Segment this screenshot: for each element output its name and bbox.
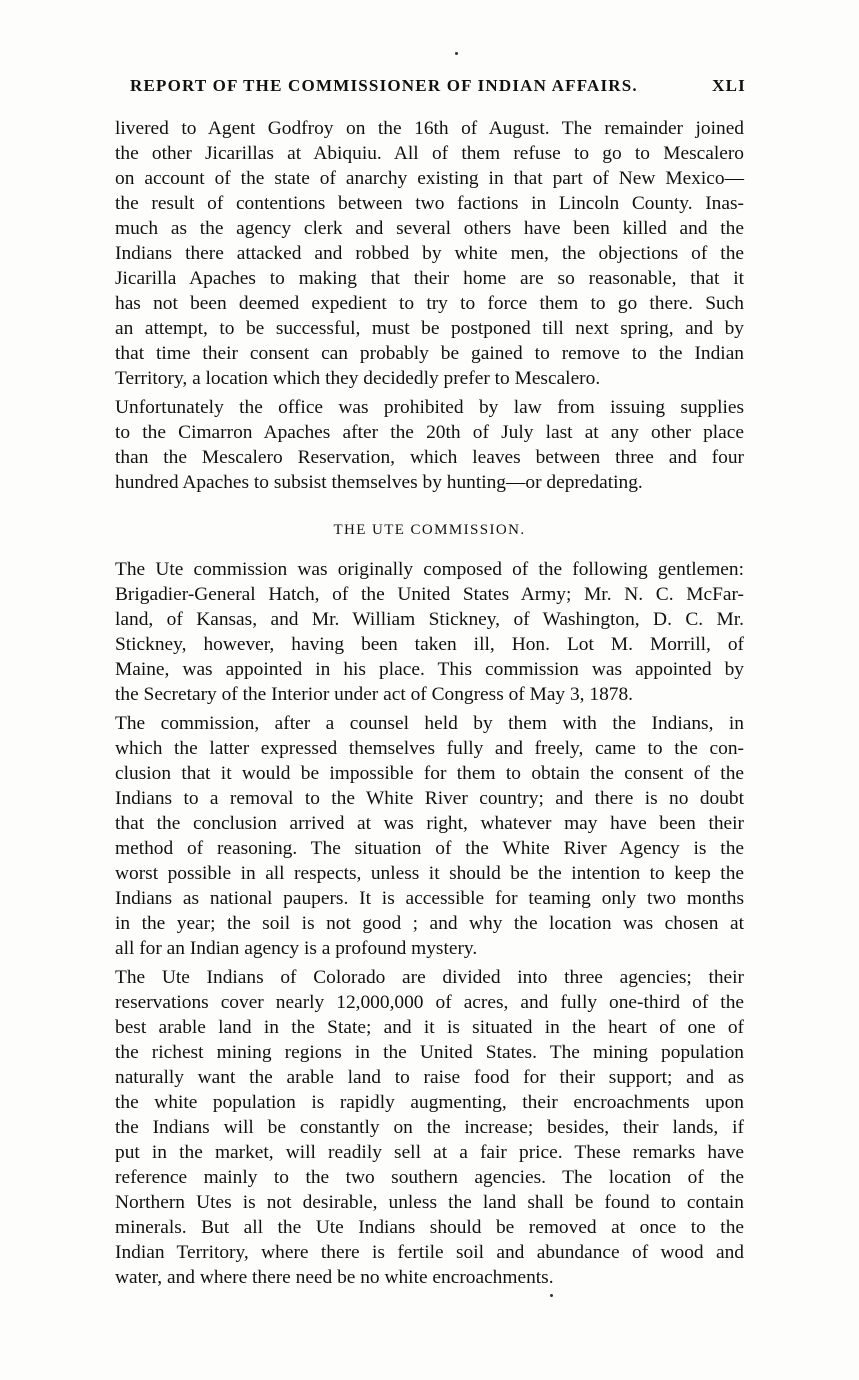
text-line: which the latter expressed themselves fully and freely, came to the con-	[115, 738, 744, 759]
text-line: worst possible in all respects, unless it should be the intention to keep the	[115, 863, 744, 884]
text-line: on account of the state of anarchy existing in that part of New Mexico—	[115, 168, 744, 189]
text-line: put in the market, will readily sell at a fair price. These remarks have	[115, 1142, 744, 1163]
text-line: clusion that it would be impossible for them to obtain the consent of the	[115, 763, 744, 784]
text-line: the Indians will be constantly on the increase; besides, their lands, if	[115, 1117, 744, 1138]
paragraph	[115, 116, 744, 391]
page-body	[115, 116, 744, 1290]
text-line: to the Cimarron Apaches after the 20th of July last at any other place	[115, 422, 744, 443]
text-line: Indians to a removal to the White River country; and there is no doubt	[115, 788, 744, 809]
text-line: the result of contentions between two factions in Lincoln County. Inas-	[115, 193, 744, 214]
text-line: best arable land in the State; and it is situated in the heart of one of	[115, 1017, 744, 1038]
text-line: all for an Indian agency is a profound mystery.	[115, 938, 478, 959]
text-line: Jicarilla Apaches to making that their home are so reasonable, that it	[115, 268, 744, 289]
text-line: naturally want the arable land to raise food for their support; and as	[115, 1067, 744, 1088]
text-line: in the year; the soil is not good ; and why the location was chosen at	[115, 913, 744, 934]
header-title: REPORT OF THE COMMISSIONER OF INDIAN AFFAIRS.	[130, 76, 638, 95]
text-line: has not been deemed expedient to try to force them to go there. Such	[115, 293, 744, 314]
text-line: land, of Kansas, and Mr. William Stickney, of Washington, D. C. Mr.	[115, 609, 744, 630]
text-line: water, and where there need be no white encroachments.	[115, 1267, 554, 1288]
text-line: reference mainly to the two southern agencies. The location of the	[115, 1167, 744, 1188]
section-heading: THE UTE COMMISSION.	[333, 522, 526, 538]
text-line: Unfortunately the office was prohibited by law from issuing supplies	[115, 397, 744, 418]
text-line: Territory, a location which they decidedly prefer to Mescalero.	[115, 368, 601, 389]
text-line: Maine, was appointed in his place. This commission was appointed by	[115, 659, 744, 680]
paragraph	[115, 711, 744, 961]
text-line: method of reasoning. The situation of the White River Agency is the	[115, 838, 744, 859]
text-line: reservations cover nearly 12,000,000 of acres, and fully one-third of the	[115, 992, 744, 1013]
text-line: an attempt, to be successful, must be postponed till next spring, and by	[115, 318, 744, 339]
paragraph	[115, 395, 744, 495]
text-line: livered to Agent Godfroy on the 16th of August. The remainder joined	[115, 118, 744, 139]
paragraph	[115, 557, 744, 707]
text-line: Indian Territory, where there is fertile soil and abundance of wood and	[115, 1242, 744, 1263]
text-line: The Ute Indians of Colorado are divided into three agencies; their	[115, 967, 744, 988]
text-line: the Secretary of the Interior under act of Congress of May 3, 1878.	[115, 684, 633, 705]
text-line: The commission, after a counsel held by them with the Indians, in	[115, 713, 744, 734]
text-line: Indians there attacked and robbed by white men, the objections of the	[115, 243, 744, 264]
text-line: Northern Utes is not desirable, unless the land shall be found to contain	[115, 1192, 744, 1213]
paragraph	[115, 965, 744, 1290]
text-line: the white population is rapidly augmenting, their encroachments upon	[115, 1092, 744, 1113]
print-speck	[455, 52, 458, 55]
text-line: minerals. But all the Ute Indians should be removed at once to the	[115, 1217, 744, 1238]
text-line: Indians as national paupers. It is accessible for teaming only two months	[115, 888, 744, 909]
print-speck	[550, 1294, 553, 1297]
running-header	[118, 76, 746, 102]
text-line: the other Jicarillas at Abiquiu. All of them refuse to go to Mescalero	[115, 143, 744, 164]
text-line: the richest mining regions in the United States. The mining population	[115, 1042, 744, 1063]
text-line: much as the agency clerk and several others have been killed and the	[115, 218, 744, 239]
text-line: that the conclusion arrived at was right, whatever may have been their	[115, 813, 744, 834]
text-line: Stickney, however, having been taken ill, Hon. Lot M. Morrill, of	[115, 634, 744, 655]
text-line: than the Mescalero Reservation, which leaves between three and four	[115, 447, 744, 468]
text-line: hundred Apaches to subsist themselves by hunting—or depredating.	[115, 472, 643, 493]
page-number: XLI	[712, 76, 746, 95]
text-line: that time their consent can probably be gained to remove to the Indian	[115, 343, 744, 364]
text-line: Brigadier-General Hatch, of the United States Army; Mr. N. C. McFar-	[115, 584, 744, 605]
text-line: The Ute commission was originally composed of the following gentlemen:	[115, 559, 744, 580]
